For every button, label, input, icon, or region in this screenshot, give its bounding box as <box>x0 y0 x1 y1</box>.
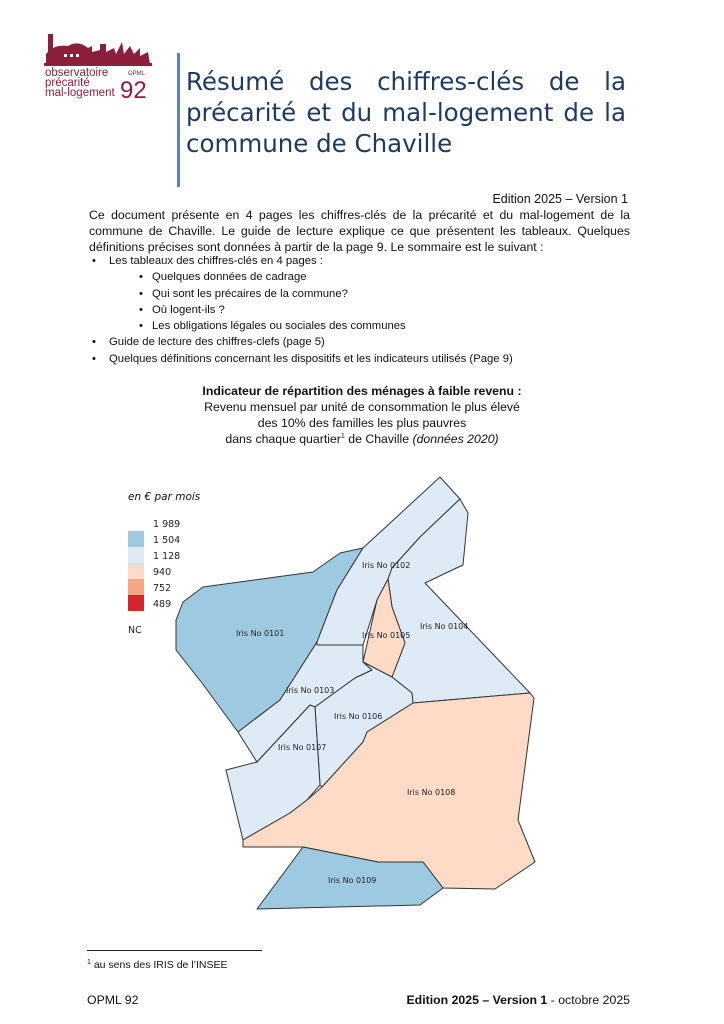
logo-line2: précarité <box>45 77 90 89</box>
footer-right: Edition 2025 – Version 1 - octobre 2025 <box>406 993 630 1007</box>
toc-subitem: • Où logent-ils ? <box>89 302 649 318</box>
legend-swatch <box>128 579 144 595</box>
logo-line1: observatoire <box>45 67 109 79</box>
bullet-icon: • <box>139 287 143 300</box>
bullet-icon: • <box>92 336 96 349</box>
toc-item: • Quelques définitions concernant les dispositifs et les indicateurs utilisés (Page 9) <box>89 351 649 367</box>
legend-tick: 940 <box>153 567 172 578</box>
legend-tick: 752 <box>153 583 172 594</box>
toc-subitem: • Les obligations légales ou sociales des communes <box>89 318 649 334</box>
legend-swatch <box>128 595 144 611</box>
page-title: Résumé des chiffres-clés de la précarité et du mal-logement de la commune de Chaville <box>186 67 626 158</box>
toc-item: • Guide de lecture des chiffres-clefs (page 5) <box>89 334 649 350</box>
toc-subitem: • Quelques données de cadrage <box>89 269 649 285</box>
intro-paragraph: Ce document présente en 4 pages les chiffres-clés de la précarité et du mal-logement de la commune de Chaville. Le guide de lecture explique ce que présentent les tableaux. Quelques définitions précises sont données à partir de la page 9. Le sommaire est le suivant : <box>89 208 630 254</box>
map-subtitle-3: dans chaque quartier$^1$ de Chaville (données 2020) <box>225 432 499 446</box>
legend-nc: NC <box>128 625 142 636</box>
edition-label: Edition 2025 – Version 1 <box>492 192 628 206</box>
legend-swatch <box>128 531 144 547</box>
logo-line3: mal-logement <box>45 87 115 99</box>
legend-swatch <box>128 563 144 579</box>
footnote-divider <box>87 950 262 951</box>
logo-badge-small: OPML <box>128 71 146 77</box>
iris-label-0103: Iris No 0103 <box>286 686 335 695</box>
iris-label-0102: Iris No 0102 <box>362 561 411 570</box>
iris-label-0108: Iris No 0108 <box>407 788 456 797</box>
map-title-bold: Indicateur de répartition des ménages à faible revenu : <box>202 384 522 398</box>
legend-title: en € par mois <box>128 491 201 503</box>
footer-left: OPML 92 <box>87 993 139 1007</box>
iris-label-0106: Iris No 0106 <box>334 712 383 721</box>
legend-tick: 1 989 <box>153 519 181 530</box>
toc-subitem: • Qui sont les précaires de la commune? <box>89 286 649 302</box>
iris-label-0107: Iris No 0107 <box>278 743 327 752</box>
map-subtitle-2: des 10% des familles les plus pauvres <box>257 416 467 430</box>
legend-tick: 1 504 <box>153 535 181 546</box>
footnote: $^1$ au sens des IRIS de l’INSEE <box>87 959 228 971</box>
legend-tick: 1 128 <box>153 551 181 562</box>
bullet-icon: • <box>92 255 96 267</box>
iris-label-0101: Iris No 0101 <box>236 629 285 638</box>
iris-label-0109: Iris No 0109 <box>328 876 377 885</box>
legend-swatch <box>128 547 144 563</box>
map-legend <box>128 491 218 637</box>
iris-label-0105: Iris No 0105 <box>362 631 411 640</box>
map-subtitle-1: Revenu mensuel par unité de consommation le plus élevé <box>204 400 520 414</box>
iris-label-0104: Iris No 0104 <box>420 622 469 631</box>
legend-tick: 489 <box>153 599 172 610</box>
toc-item: • Les tableaux des chiffres-clés en 4 pages : <box>89 253 649 269</box>
bullet-icon: • <box>139 303 143 316</box>
logo-badge-number: 92 <box>120 77 147 104</box>
bullet-icon: • <box>139 271 143 284</box>
bullet-icon: • <box>92 352 96 365</box>
bullet-icon: • <box>139 320 143 333</box>
